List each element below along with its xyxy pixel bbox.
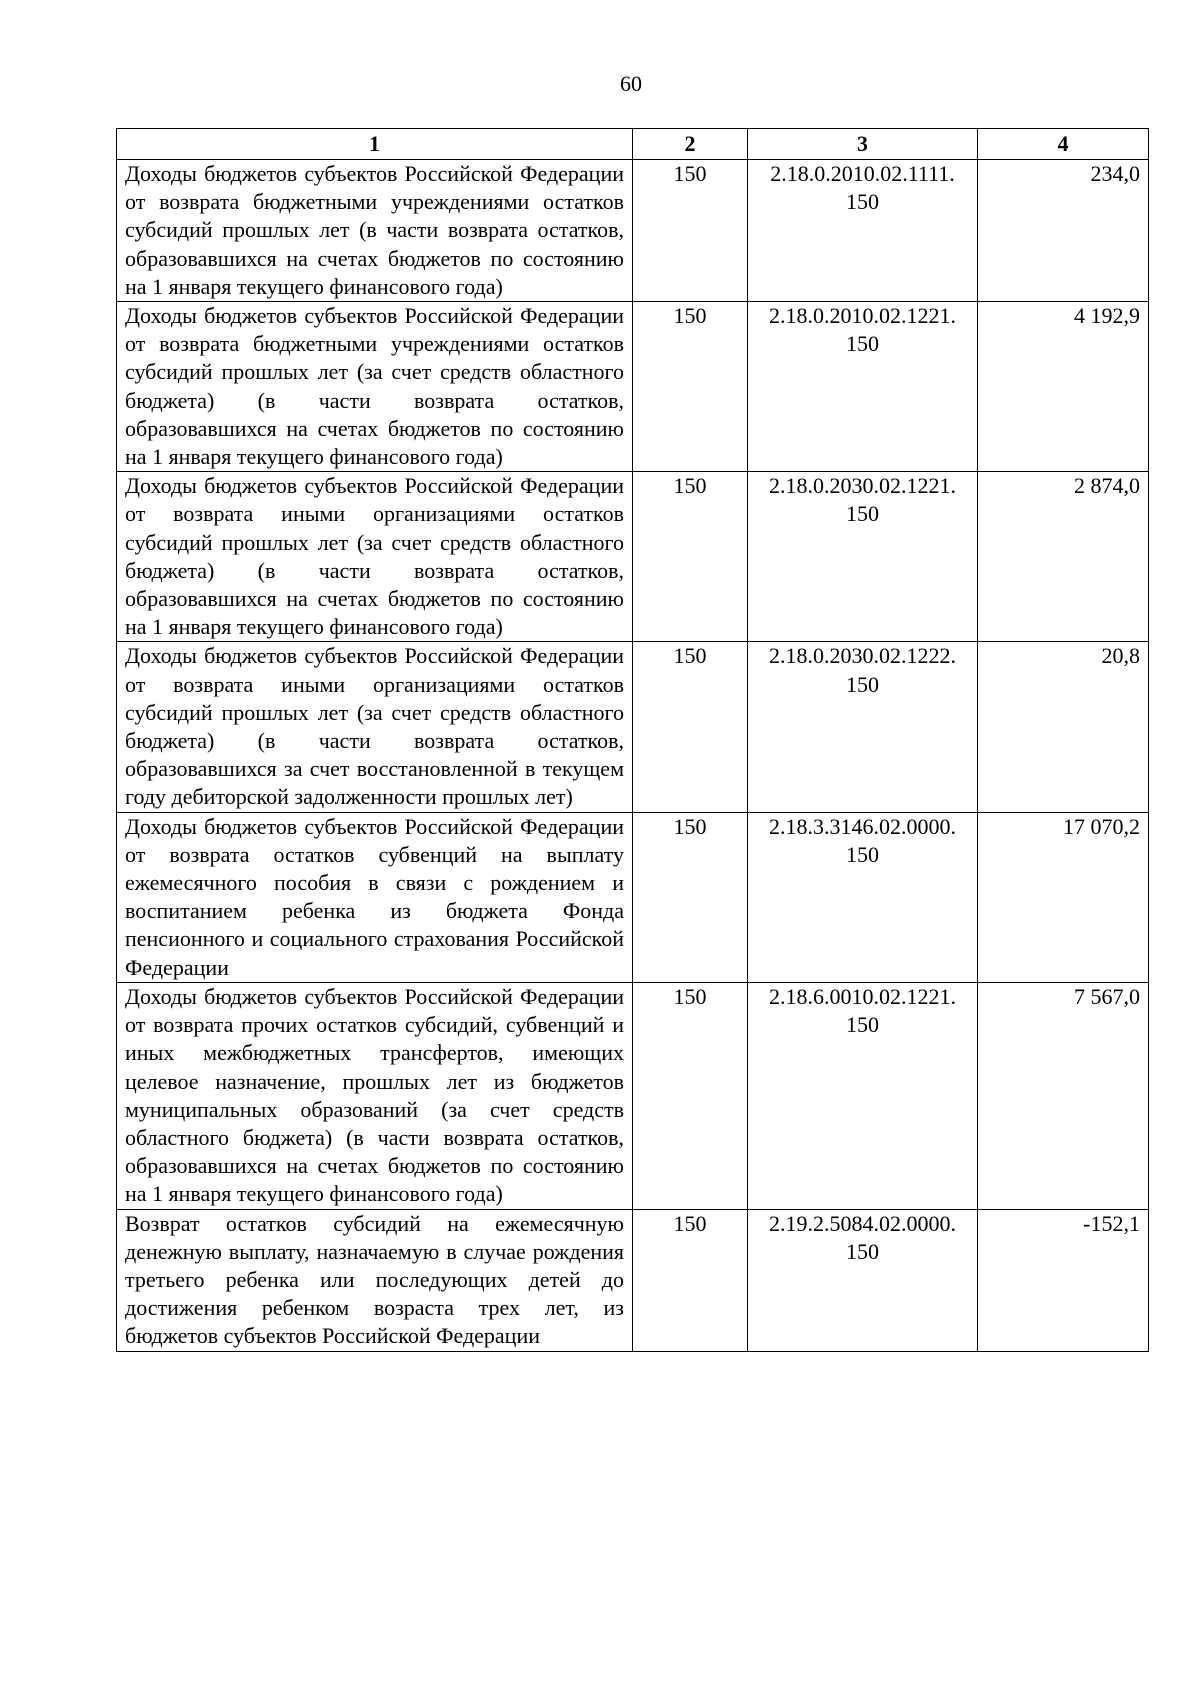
- row-classification-code: [748, 812, 978, 982]
- row-description: Доходы бюджетов субъектов Российской Федерации от возврата бюджетными учреждениями остатков субсидий прошлых лет (в части возврата остатков, образовавшихся на счетах бюджетов по состоянию на 1 января текущего финансового года): [117, 160, 633, 302]
- row-line-code: 150: [633, 472, 748, 642]
- code-part-1: 2.18.3.3146.02.0000.: [769, 813, 956, 839]
- row-line-code: 150: [633, 812, 748, 982]
- table-row: [117, 1209, 1149, 1351]
- row-description: Доходы бюджетов субъектов Российской Федерации от возврата иными организациями остатков субсидий прошлых лет (за счет средств областного бюджета) (в части возврата остатков, образовавшихся за счет восстановленной в текущем году дебиторской задолженности прошлых лет): [117, 642, 633, 812]
- row-amount: 234,0: [978, 160, 1149, 302]
- code-part-2: 150: [846, 1238, 879, 1264]
- row-line-code: 150: [633, 982, 748, 1209]
- table-row: [117, 812, 1149, 982]
- row-line-code: 150: [633, 302, 748, 472]
- row-classification-code: [748, 642, 978, 812]
- row-classification-code: [748, 982, 978, 1209]
- header-col-2: 2: [633, 129, 748, 160]
- header-col-3: 3: [748, 129, 978, 160]
- code-part-2: 150: [846, 1012, 879, 1038]
- row-classification-code: [748, 472, 978, 642]
- code-part-2: 150: [846, 189, 879, 215]
- row-description: Доходы бюджетов субъектов Российской Федерации от возврата остатков субвенций на выплату ежемесячного пособия в связи с рождением и воспитанием ребенка из бюджета Фонда пенсионного и социального страхования Российской Федерации: [117, 812, 633, 982]
- table-row: [117, 302, 1149, 472]
- row-amount: 20,8: [978, 642, 1149, 812]
- code-part-2: 150: [846, 671, 879, 697]
- row-classification-code: [748, 1209, 978, 1351]
- code-part-1: 2.19.2.5084.02.0000.: [769, 1210, 956, 1236]
- row-description: Доходы бюджетов субъектов Российской Федерации от возврата прочих остатков субсидий, субвенций и иных межбюджетных трансфертов, имеющих целевое назначение, прошлых лет из бюджетов муниципальных образований (за счет средств областного бюджета) (в части возврата остатков, образовавшихся на счетах бюджетов по состоянию на 1 января текущего финансового года): [117, 982, 633, 1209]
- row-classification-code: [748, 302, 978, 472]
- row-line-code: 150: [633, 1209, 748, 1351]
- table-row: [117, 982, 1149, 1209]
- table-row: [117, 472, 1149, 642]
- page-number: 60: [620, 71, 642, 96]
- code-part-1: 2.18.0.2030.02.1221.: [769, 473, 956, 499]
- row-line-code: 150: [633, 160, 748, 302]
- code-part-2: 150: [846, 841, 879, 867]
- table-row: [117, 160, 1149, 302]
- row-amount: -152,1: [978, 1209, 1149, 1351]
- row-classification-code: [748, 160, 978, 302]
- code-part-1: 2.18.0.2030.02.1222.: [769, 643, 956, 669]
- row-amount: 2 874,0: [978, 472, 1149, 642]
- header-col-4: 4: [978, 129, 1149, 160]
- row-line-code: 150: [633, 642, 748, 812]
- row-amount: 4 192,9: [978, 302, 1149, 472]
- header-col-1: 1: [117, 129, 633, 160]
- row-description: Возврат остатков субсидий на ежемесячную денежную выплату, назначаемую в случае рождения третьего ребенка или последующих детей до достижения ребенком возраста трех лет, из бюджетов субъектов Российской Федерации: [117, 1209, 633, 1351]
- code-part-1: 2.18.6.0010.02.1221.: [769, 983, 956, 1009]
- row-description: Доходы бюджетов субъектов Российской Федерации от возврата бюджетными учреждениями остатков субсидий прошлых лет (за счет средств областного бюджета) (в части возврата остатков, образовавшихся на счетах бюджетов по состоянию на 1 января текущего финансового года): [117, 302, 633, 472]
- row-amount: 17 070,2: [978, 812, 1149, 982]
- row-amount: 7 567,0: [978, 982, 1149, 1209]
- code-part-1: 2.18.0.2010.02.1221.: [769, 303, 956, 329]
- table-row: [117, 642, 1149, 812]
- budget-revenue-table: [116, 128, 1149, 1352]
- code-part-1: 2.18.0.2010.02.1111.: [770, 161, 955, 186]
- code-part-2: 150: [846, 331, 879, 357]
- table-header-row: [117, 129, 1149, 160]
- code-part-2: 150: [846, 501, 879, 527]
- row-description: Доходы бюджетов субъектов Российской Федерации от возврата иными организациями остатков субсидий прошлых лет (за счет средств областного бюджета) (в части возврата остатков, образовавшихся на счетах бюджетов по состоянию на 1 января текущего финансового года): [117, 472, 633, 642]
